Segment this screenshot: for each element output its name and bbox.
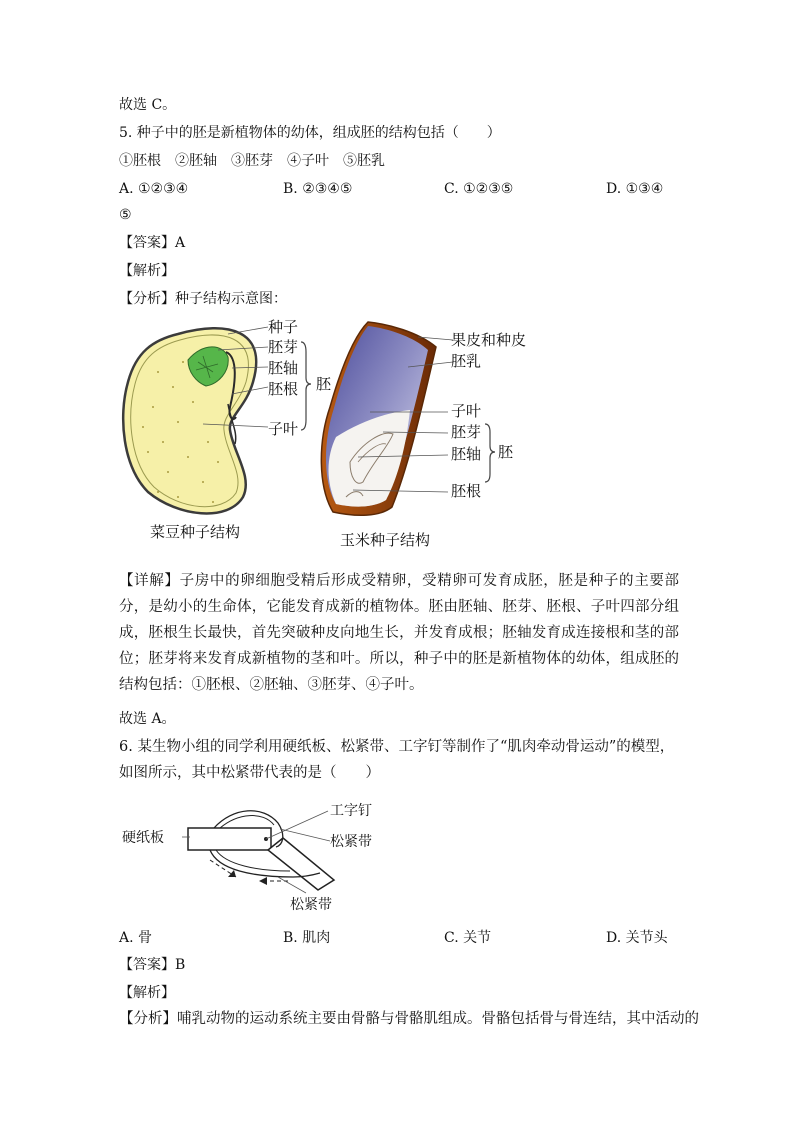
bean-bracket-embryo: 胚 (316, 375, 332, 393)
corn-bracket-embryo: 胚 (498, 443, 514, 461)
question-5-detail: 【详解】子房中的卵细胞受精后形成受精卵，受精卵可发育成胚，胚是种子的主要部分，是幼小的生命体，它能发育成新的植物体。胚由胚轴、胚芽、胚根、子叶四部分组成，胚根生长最快，首先突破种皮向地生长，并发育成根；胚轴发育成连接根和茎的部位；胚芽将来发育成新植物的茎和叶。所以，种子中的胚是新植物体的幼体，组成胚的结构包括：①胚根、②胚轴、③胚芽、④子叶。 (119, 573, 679, 693)
corn-seed-diagram (321, 322, 526, 549)
question-5-fenxi: 【分析】种子结构示意图： (119, 291, 287, 307)
model-label-pin: 工字钉 (330, 803, 372, 819)
corn-label-hypocotyl: 胚轴 (451, 445, 482, 463)
bean-caption: 菜豆种子结构 (150, 523, 241, 541)
question-6-analysis-heading: 【解析】 (119, 985, 175, 1001)
question-6-option-d[interactable]: D. 关节头 (606, 930, 668, 946)
question-6-option-a[interactable]: A. 骨 (119, 930, 153, 946)
model-label-band-right: 松紧带 (330, 834, 372, 850)
cardboard-upper (188, 828, 271, 850)
model-label-band-bottom: 松紧带 (290, 897, 332, 913)
question-5-option-c[interactable]: C. ①②③⑤ (444, 181, 514, 197)
muscle-model-figure (118, 795, 388, 920)
bean-seed-diagram (123, 318, 332, 541)
corn-caption: 玉米种子结构 (340, 531, 431, 549)
question-5-conclusion: 故选 A。 (119, 711, 176, 727)
corn-label-radicle: 胚根 (451, 482, 482, 500)
seed-structure-figure (118, 312, 538, 557)
corn-label-cotyledon: 子叶 (451, 402, 482, 420)
question-5-option-b[interactable]: B. ②③④⑤ (283, 181, 353, 197)
question-5-stem: 5. 种子中的胚是新植物体的幼体，组成胚的结构包括（ ） (119, 125, 501, 141)
question-5-answer: 【答案】A (119, 235, 186, 251)
corn-label-endosperm: 胚乳 (451, 352, 482, 370)
question-6-answer: 【答案】B (119, 957, 186, 973)
question-5-option-d[interactable]: D. ①③④ (606, 181, 664, 197)
question-6-stem-line2: 如图所示，其中松紧带代表的是（ ） (119, 765, 380, 781)
question-5-option-d-wrap: ⑤ (119, 207, 132, 223)
question-6-option-b[interactable]: B. 肌肉 (283, 930, 331, 946)
bean-label-seed: 种子 (268, 318, 299, 336)
previous-conclusion: 故选 C。 (119, 97, 177, 113)
question-6-fenxi: 【分析】哺乳动物的运动系统主要由骨骼与骨骼肌组成。骨骼包括骨与骨连结，其中活动的 (119, 1011, 699, 1027)
question-5-analysis-heading: 【解析】 (119, 263, 175, 279)
model-label-cardboard: 硬纸板 (122, 830, 164, 846)
bean-label-cotyledon: 子叶 (268, 420, 299, 438)
bean-label-plumule: 胚芽 (268, 338, 299, 356)
bean-label-hypocotyl: 胚轴 (268, 359, 299, 377)
bean-label-radicle: 胚根 (268, 380, 299, 398)
question-6-option-c[interactable]: C. 关节 (444, 930, 492, 946)
corn-label-plumule: 胚芽 (451, 423, 482, 441)
question-5-option-a[interactable]: A. ①②③④ (119, 181, 189, 197)
corn-label-pericarp: 果皮和种皮 (451, 331, 527, 349)
question-6-stem-line1: 6. 某生物小组的同学利用硬纸板、松紧带、工字钉等制作了“肌肉牵动骨运动”的模型， (119, 739, 675, 755)
question-5-items: ①胚根 ②胚轴 ③胚芽 ④子叶 ⑤胚乳 (119, 153, 385, 169)
